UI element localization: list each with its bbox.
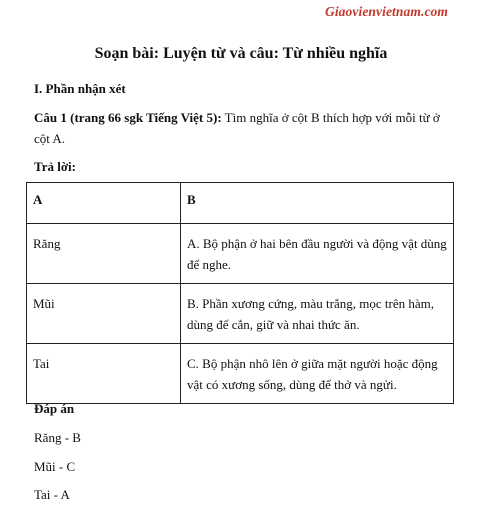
- table-row: [27, 284, 454, 344]
- answer-key-heading: Đáp án: [34, 401, 75, 416]
- question-label: Câu 1 (trang 66 sgk Tiếng Việt 5):: [34, 110, 222, 125]
- table-row: [27, 344, 454, 404]
- site-watermark: Giaovienvietnam.com: [324, 4, 448, 19]
- table-cell-meaning: A. Bộ phận ở hai bên đầu người và động vật dùng để nghe.: [181, 224, 454, 284]
- column-header-b: B: [181, 183, 454, 224]
- table-cell-meaning: B. Phần xương cứng, màu trắng, mọc trên hàm, dùng để cắn, giữ và nhai thức ăn.: [181, 284, 454, 344]
- table-cell-word: Răng: [27, 224, 181, 284]
- answer-key-item: Tai - A: [34, 487, 70, 502]
- table-cell-meaning: C. Bộ phận nhô lên ở giữa mặt người hoặc động vật có xương sống, dùng để thở và ngửi.: [181, 344, 454, 404]
- question-text: Tìm nghĩa ở cột B thích hợp với mỗi từ ở cột A.: [34, 110, 440, 146]
- table-row: [27, 224, 454, 284]
- table-header-row: [27, 183, 454, 224]
- answer-key-item: Mũi - C: [34, 459, 76, 474]
- answer-label: Trả lời:: [34, 159, 76, 174]
- matching-table: [26, 182, 454, 404]
- page-title: Soạn bài: Luyện từ và câu: Từ nhiều nghĩa: [94, 45, 388, 62]
- table-cell-word: Tai: [27, 344, 181, 404]
- answer-key-item: Răng - B: [34, 430, 81, 445]
- column-header-a: A: [27, 183, 181, 224]
- question-paragraph: [34, 107, 454, 149]
- table-cell-word: Mũi: [27, 284, 181, 344]
- section-heading: I. Phần nhận xét: [34, 81, 126, 96]
